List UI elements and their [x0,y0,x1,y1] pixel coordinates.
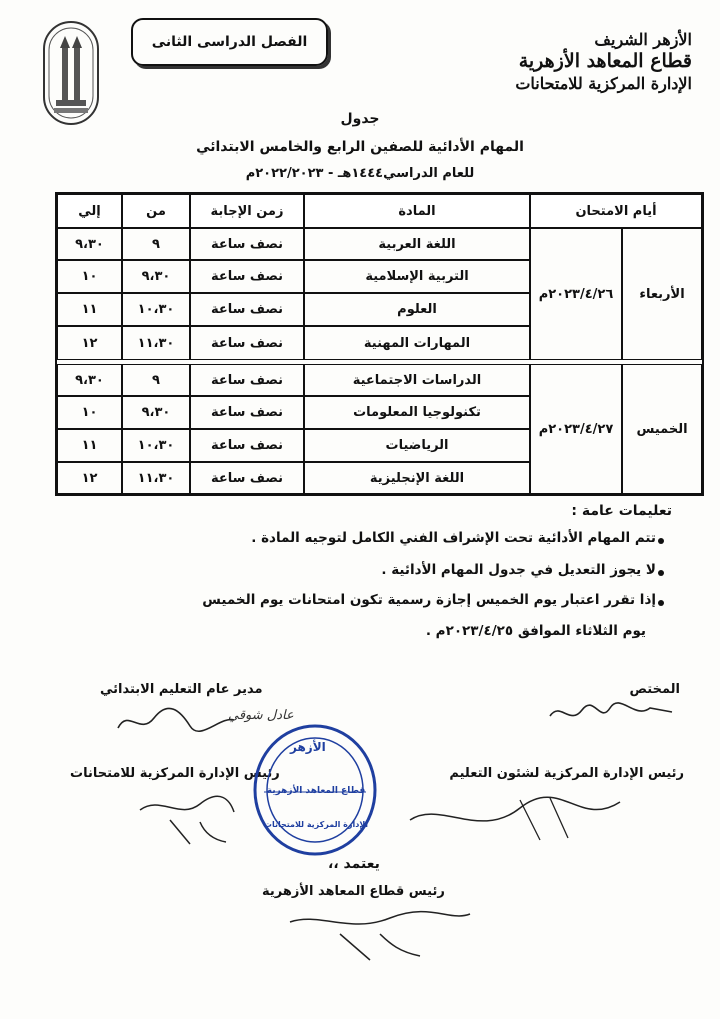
duration-cell: نصف ساعة [190,260,304,293]
from-cell: ١٠،٣٠ [122,429,190,462]
subject-cell: اللغة الإنجليزية [304,462,530,494]
bullet-icon [658,600,664,606]
stamp-text-1: الأزهر [290,740,326,754]
sector-signature-icon [280,904,480,968]
head-sector-label: رئيس قطاع المعاهد الأزهرية [262,884,445,899]
duration-cell: نصف ساعة [190,462,304,494]
from-cell: ٩ [122,228,190,260]
to-cell: ٩،٣٠ [57,228,122,260]
instruction-item: إذا تقرر اعتبار يوم الخميس إجازة رسمية تكون امتحانات يوم الخميس [202,592,656,608]
bullet-icon [658,538,664,544]
exams-signature-icon [130,790,240,850]
from-cell: ١١،٣٠ [122,462,190,494]
duration-cell: نصف ساعة [190,228,304,260]
org-line-1: الأزهر الشريف [594,30,692,49]
approve-label: يعتمد ،، [328,856,380,872]
document-subtitle: المهام الأدائية للصفين الرابع والخامس الابتدائي [196,139,524,155]
specialist-signature-icon [540,696,680,736]
stamp-text-2: قطاع المعاهد الأزهرية [266,786,366,796]
instruction-item: لا يجوز التعديل في جدول المهام الأدائية . [381,562,656,578]
day-cell: الخميس [622,364,702,494]
subject-cell: تكنولوجيا المعلومات [304,396,530,429]
duration-cell: نصف ساعة [190,293,304,326]
instruction-item-continuation: يوم الثلاثاء الموافق ٢٠٢٣/٤/٢٥م . [425,623,646,639]
date-cell: ٢٠٢٣/٤/٢٦م [530,228,622,360]
to-cell: ٩،٣٠ [57,364,122,396]
duration-cell: نصف ساعة [190,326,304,360]
subject-cell: العلوم [304,293,530,326]
to-cell: ١١ [57,293,122,326]
exam-schedule-table [55,192,704,496]
education-signature-icon [400,780,640,850]
to-cell: ١٢ [57,462,122,494]
day-cell: الأربعاء [622,228,702,360]
handwritten-name: عادل شوقي [228,708,294,723]
semester-box [131,18,328,66]
org-line-3: الإدارة المركزية للامتحانات [515,73,692,93]
date-cell: ٢٠٢٣/٤/٢٧م [530,364,622,494]
head-exams-label: رئيس الإدارة المركزية للامتحانات [70,766,280,781]
from-cell: ١٠،٣٠ [122,293,190,326]
director-signature-icon [110,700,240,742]
to-cell: ١٠ [57,260,122,293]
organization-header [502,30,692,94]
instructions-title: تعليمات عامة : [571,503,672,519]
subject-cell: التربية الإسلامية [304,260,530,293]
header-from: من [122,194,190,228]
subject-cell: المهارات المهنية [304,326,530,360]
instruction-item: تتم المهام الأدائية تحت الإشراف الفني الكامل لتوجيه المادة . [251,530,656,546]
from-cell: ٩،٣٠ [122,260,190,293]
from-cell: ٩،٣٠ [122,396,190,429]
to-cell: ١٠ [57,396,122,429]
from-cell: ٩ [122,364,190,396]
subject-cell: الرياضيات [304,429,530,462]
director-primary-label: مدير عام التعليم الابتدائي [100,682,263,697]
duration-cell: نصف ساعة [190,396,304,429]
to-cell: ١١ [57,429,122,462]
header-days: أيام الامتحان [530,194,702,228]
head-education-label: رئيس الإدارة المركزية لشئون التعليم [449,766,684,781]
header-duration: زمن الإجابة [190,194,304,228]
document-title: جدول [340,111,380,127]
duration-cell: نصف ساعة [190,429,304,462]
header-to: إلي [57,194,122,228]
from-cell: ١١،٣٠ [122,326,190,360]
org-line-2: قطاع المعاهد الأزهرية [518,50,692,72]
duration-cell: نصف ساعة [190,364,304,396]
subject-cell: الدراسات الاجتماعية [304,364,530,396]
subject-cell: اللغة العربية [304,228,530,260]
stamp-text-3: الإدارة المركزية للامتحانات [263,820,369,829]
semester-label: الفصل الدراسى الثانى [151,34,308,50]
academic-year: للعام الدراسي١٤٤٤هـ - ٢٠٢٢/٢٠٢٣م [245,166,475,181]
bullet-icon [658,570,664,576]
specialist-label: المختص [629,682,680,697]
to-cell: ١٢ [57,326,122,360]
header-subject: المادة [304,194,530,228]
